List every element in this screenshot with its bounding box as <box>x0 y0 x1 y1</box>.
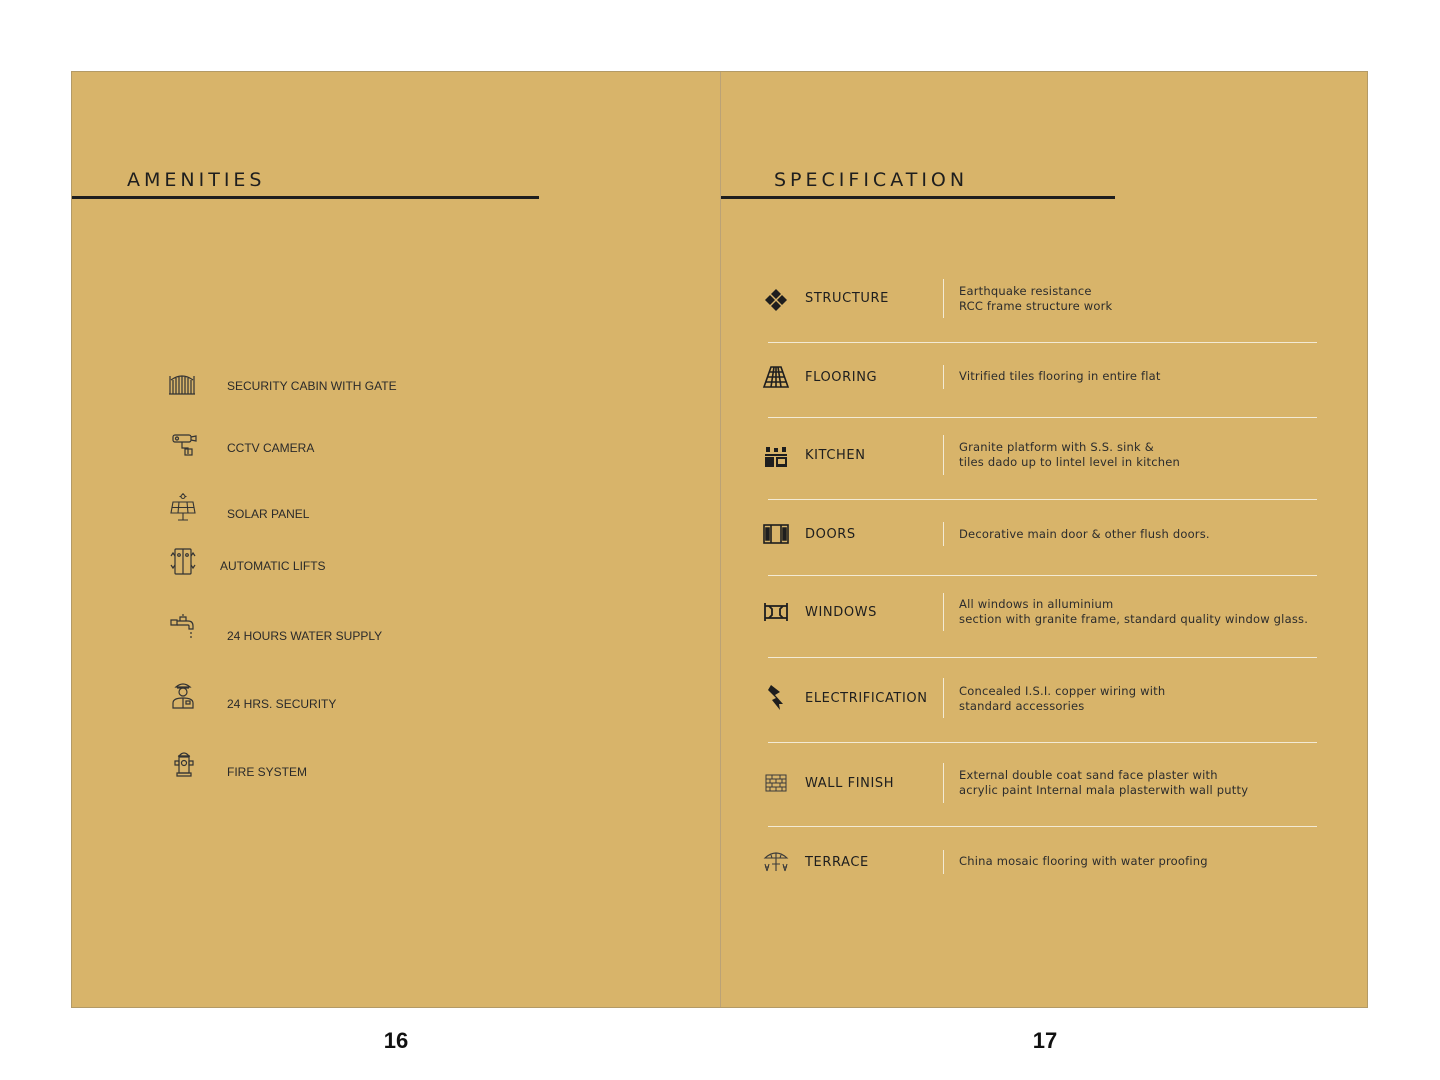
spec-desc-line: standard accessories <box>959 699 1085 713</box>
amenities-title: AMENITIES <box>127 169 266 191</box>
fire-hydrant-icon <box>169 748 199 778</box>
spec-desc-line: All windows in alluminium <box>959 597 1114 611</box>
spec-desc-line: tiles dado up to lintel level in kitchen <box>959 455 1180 469</box>
cctv-camera-icon <box>169 429 199 459</box>
spec-divider <box>943 365 944 389</box>
spec-divider <box>943 678 944 718</box>
amenity-item <box>72 680 672 720</box>
spec-desc-line: section with granite frame, standard quality window glass. <box>959 612 1309 626</box>
spec-separator <box>768 575 1317 576</box>
page-fold <box>720 72 721 1007</box>
spec-row-windows <box>762 592 1352 652</box>
lift-icon <box>168 546 198 576</box>
amenity-label: SECURITY CABIN WITH GATE <box>227 379 397 393</box>
kitchen-icon <box>762 443 790 471</box>
spec-divider <box>943 850 944 874</box>
spec-separator <box>768 657 1317 658</box>
amenity-label: 24 HRS. SECURITY <box>227 697 337 711</box>
specification-title-rule <box>721 196 1115 199</box>
spec-separator <box>768 499 1317 500</box>
spec-row-electrification <box>762 678 1352 738</box>
spec-desc-line: Vitrified tiles flooring in entire flat <box>959 369 1161 383</box>
specification-title: SPECIFICATION <box>774 169 969 191</box>
brochure-spread <box>71 71 1368 1008</box>
page-number-left: 16 <box>383 1028 409 1053</box>
gate-icon <box>167 368 197 398</box>
spec-desc-line: acrylic paint Internal mala plasterwith wall putty <box>959 783 1249 797</box>
amenity-label: CCTV CAMERA <box>227 441 315 455</box>
spec-row-kitchen <box>762 435 1352 495</box>
spec-desc-line: Concealed I.S.I. copper wiring with <box>959 684 1166 698</box>
spec-separator <box>768 742 1317 743</box>
amenity-item <box>72 429 672 469</box>
amenity-label: FIRE SYSTEM <box>227 765 308 779</box>
spec-name: TERRACE <box>805 855 869 870</box>
spec-name: STRUCTURE <box>805 291 889 306</box>
spec-name: WINDOWS <box>805 605 877 620</box>
spec-desc-line: China mosaic flooring with water proofing <box>959 854 1208 868</box>
spec-name: KITCHEN <box>805 448 866 463</box>
spec-divider <box>943 522 944 546</box>
spec-divider <box>943 279 944 318</box>
spec-name: DOORS <box>805 527 856 542</box>
brick-wall-icon <box>762 769 790 797</box>
spec-desc-line: Earthquake resistance <box>959 284 1092 298</box>
spec-divider <box>943 435 944 475</box>
solar-panel-icon <box>168 493 198 523</box>
water-tap-icon <box>168 612 198 642</box>
amenity-item <box>72 748 672 788</box>
amenity-label: 24 HOURS WATER SUPPLY <box>227 629 383 643</box>
amenities-title-rule <box>72 196 539 199</box>
amenity-item <box>72 368 672 408</box>
spec-separator <box>768 826 1317 827</box>
spec-row-structure <box>762 278 1352 338</box>
spec-row-doors <box>762 514 1352 574</box>
spec-separator <box>768 417 1317 418</box>
spec-separator <box>768 342 1317 343</box>
amenity-item <box>72 493 672 533</box>
terrace-umbrella-icon <box>762 848 790 876</box>
spec-name: WALL FINISH <box>805 776 895 791</box>
amenity-label: AUTOMATIC LIFTS <box>220 559 326 573</box>
flooring-icon <box>762 363 790 391</box>
structure-icon <box>762 286 790 314</box>
page-number-right: 17 <box>1032 1028 1058 1053</box>
spec-divider <box>943 763 944 803</box>
spec-row-wall-finish <box>762 763 1352 823</box>
amenity-item <box>72 612 672 652</box>
spec-row-terrace <box>762 842 1352 902</box>
spec-divider <box>943 593 944 631</box>
spec-row-flooring <box>762 357 1352 417</box>
doors-icon <box>762 520 790 548</box>
spec-name: ELECTRIFICATION <box>805 691 928 706</box>
spec-desc-line: External double coat sand face plaster with <box>959 768 1218 782</box>
security-guard-icon <box>168 680 198 710</box>
windows-icon <box>762 598 790 626</box>
spec-name: FLOORING <box>805 370 878 385</box>
lightning-icon <box>762 683 790 711</box>
spec-desc-line: Granite platform with S.S. sink & <box>959 440 1154 454</box>
amenity-label: SOLAR PANEL <box>227 507 310 521</box>
amenity-item <box>72 546 672 586</box>
spec-desc-line: RCC frame structure work <box>959 299 1113 313</box>
spec-desc-line: Decorative main door & other flush doors. <box>959 527 1210 541</box>
